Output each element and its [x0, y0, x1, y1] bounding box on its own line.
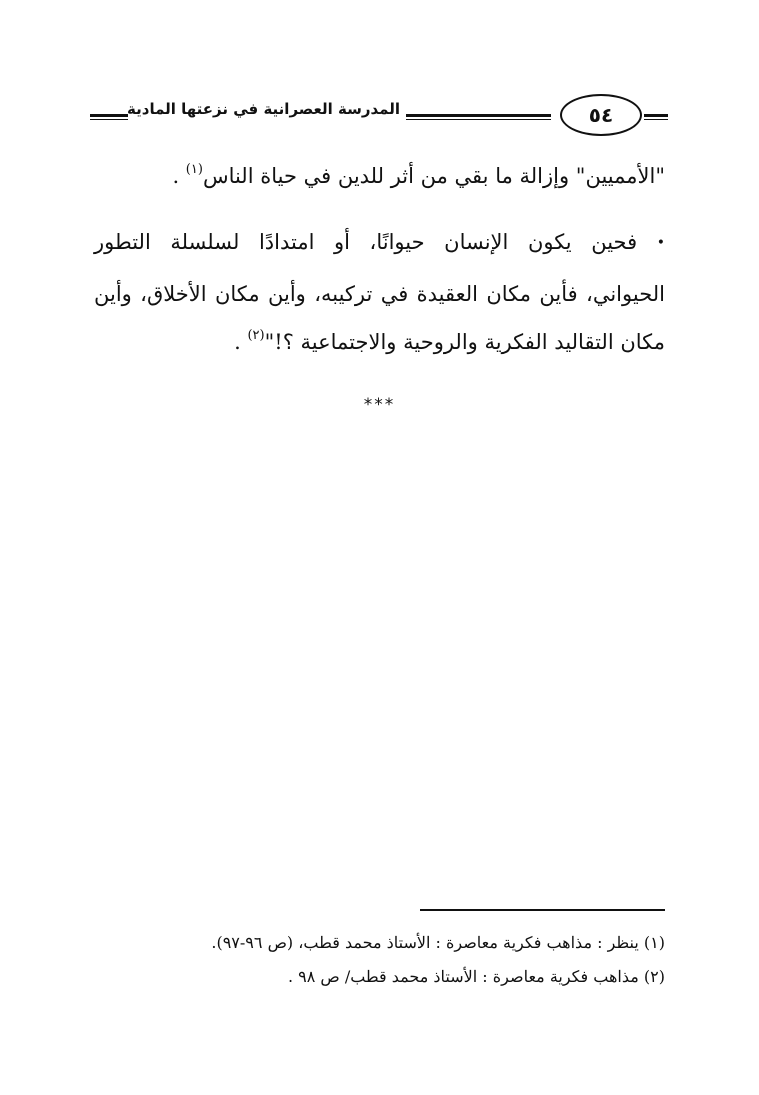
body-line-4-end: .: [234, 330, 248, 354]
footnote-1: [211, 930, 665, 956]
section-separator: ***: [363, 395, 396, 415]
header-rule-middle: [406, 114, 551, 117]
header-rule-right: [644, 114, 668, 117]
footnote-divider: [420, 909, 665, 911]
body-line-1-end: .: [172, 164, 186, 188]
header-rule-left: [90, 114, 128, 117]
bullet-icon: •: [656, 235, 665, 251]
body-line-2: [94, 226, 665, 259]
page-number-oval: [560, 94, 642, 136]
body-line-4-text: مكان التقاليد الفكرية والروحية والاجتماعية ؟!": [264, 330, 665, 354]
body-line-1: [172, 160, 665, 192]
footnote-2: [288, 964, 665, 990]
footnote-1-marker: (١): [643, 933, 665, 952]
footnote-1-text: ينظر : مذاهب فكرية معاصرة : الأستاذ محمد قطب، (ص ٩٦-٩٧).: [211, 933, 644, 952]
running-title: المدرسة العصرانية في نزعتها المادية: [127, 100, 400, 118]
footnote-ref-2: (٢): [247, 328, 265, 343]
footnote-ref-1: (١): [185, 162, 203, 177]
body-line-4: [234, 326, 665, 358]
body-line-3: الحيواني، فأين مكان العقيدة في تركيبه، وأين مكان الأخلاق، وأين: [94, 282, 665, 306]
body-line-1-text: "الأمميين" وإزالة ما بقي من أثر للدين في حياة الناس: [202, 164, 665, 188]
header-rule-right-thin: [644, 119, 668, 120]
footnote-2-marker: (٢): [643, 967, 665, 986]
page-number: ٥٤: [588, 103, 614, 127]
footnote-2-text: مذاهب فكرية معاصرة : الأستاذ محمد قطب/ ص ٩٨ .: [287, 967, 644, 986]
page-header: [90, 92, 670, 142]
header-rule-middle-thin: [406, 119, 551, 120]
body-line-2-text: فحين يكون الإنسان حيوانًا، أو امتدادًا لسلسلة التطور: [94, 230, 657, 254]
header-rule-left-thin: [90, 119, 128, 120]
